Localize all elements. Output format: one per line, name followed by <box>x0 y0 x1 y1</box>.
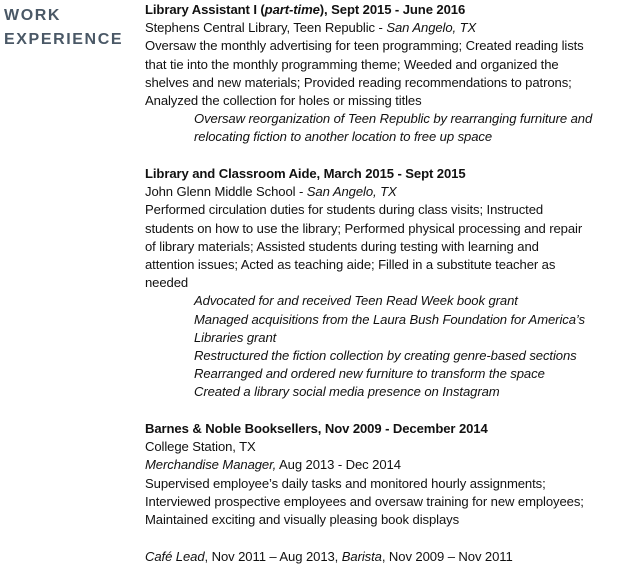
accomplishment-line: Created a library social media presence on Instagram <box>194 384 500 400</box>
job-title-classroom-aide: Library and Classroom Aide, March 2015 - Sept 2015 <box>145 166 466 182</box>
accomplishment-line: Restructured the fiction collection by creating genre-based sections <box>194 348 577 364</box>
job-duty-line: shelves and new materials; Provided reading recommendations to patrons; <box>145 74 572 90</box>
spacer <box>145 529 631 547</box>
job-role: Merchandise Manager, Aug 2013 - Dec 2014 <box>145 457 401 473</box>
job-duty-line: needed <box>145 275 189 291</box>
job-duty-line: Supervised employee’s daily tasks and monitored hourly assignments; <box>145 475 546 491</box>
job-title-barnes-noble: Barnes & Noble Booksellers, Nov 2009 - December 2014 <box>145 421 488 437</box>
spacer <box>145 147 631 165</box>
job-duty-line: that tie into the monthly programming theme; Weeded and organized the <box>145 56 559 72</box>
section-heading <box>4 4 136 52</box>
accomplishment-line: Advocated for and received Teen Read Week book grant <box>194 293 518 309</box>
accomplishment-line: Managed acquisitions from the Laura Bush Foundation for America’s <box>194 311 585 327</box>
job-earlier-roles: Café Lead, Nov 2011 – Aug 2013, Barista, Nov 2009 – Nov 2011 <box>145 548 513 564</box>
job-duty-line: Maintained exciting and visually pleasing book displays <box>145 512 460 528</box>
job-location: College Station, TX <box>145 439 256 455</box>
accomplishment-line: relocating fiction to another location to free up space <box>194 129 493 145</box>
accomplishment-line: Rearranged and ordered new furniture to transform the space <box>194 366 545 382</box>
section-heading-line2: EXPERIENCE <box>4 31 124 48</box>
job-org: John Glenn Middle School - San Angelo, TX <box>145 184 397 200</box>
work-experience-content <box>145 1 631 566</box>
job-duty-line: Interviewed prospective employees and oversaw training for new employees; <box>145 493 584 509</box>
job-title-library-assistant: Library Assistant I (part-time), Sept 2015 - June 2016 <box>145 2 466 17</box>
job-duty-line: attention issues; Acted as teaching aide; Filled in a substitute teacher as <box>145 257 556 273</box>
section-heading-line1: WORK <box>4 7 62 24</box>
accomplishment-line: Libraries grant <box>194 329 277 345</box>
job-duty-line: Performed circulation duties for students during class visits; Instructed <box>145 202 544 218</box>
job-duty-line: students on how to use the library; Performed physical processing and repair <box>145 220 583 236</box>
job-org: Stephens Central Library, Teen Republic - San Angelo, TX <box>145 20 477 36</box>
job-duty-line: Oversaw the monthly advertising for teen programming; Created reading lists <box>145 38 584 54</box>
accomplishment-line: Oversaw reorganization of Teen Republic by rearranging furniture and <box>194 111 593 127</box>
job-duty-line: Analyzed the collection for holes or missing titles <box>145 93 422 109</box>
job-duty-line: of library materials; Assisted students during testing with learning and <box>145 238 539 254</box>
spacer <box>145 402 631 420</box>
